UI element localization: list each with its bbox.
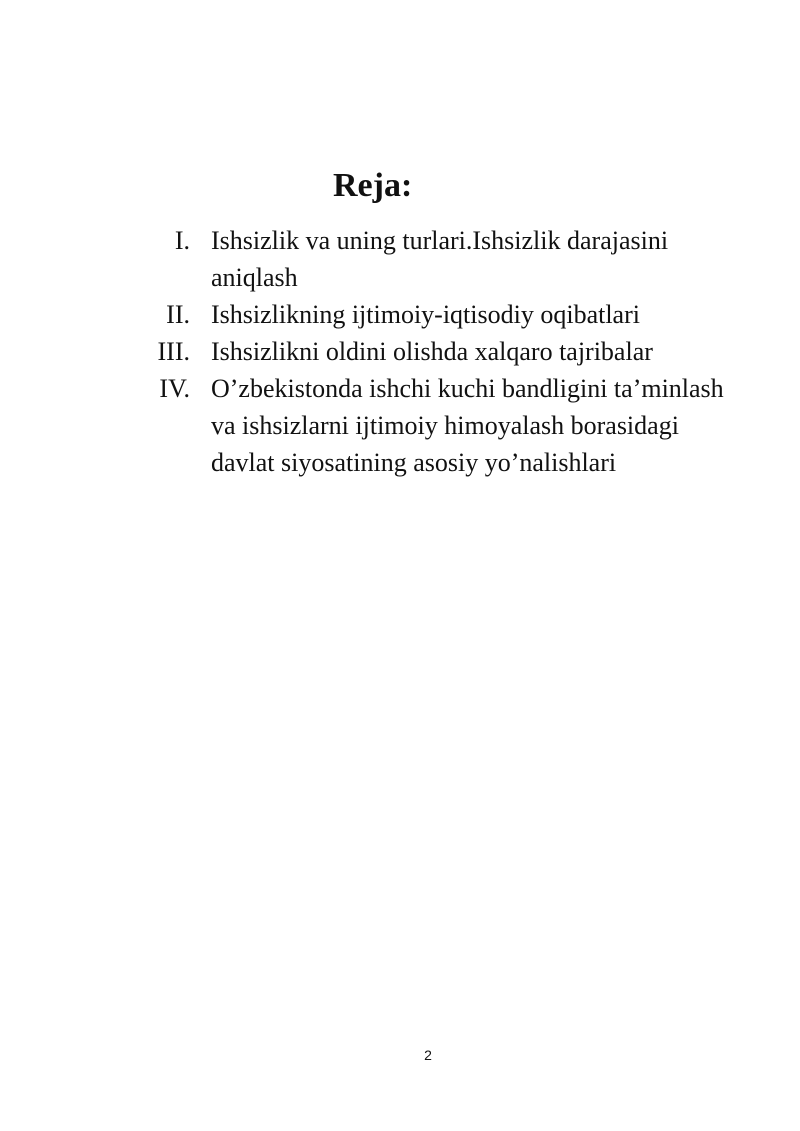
plan-item-text: Ishsizlikni oldini olishda xalqaro tajribalar — [211, 337, 653, 366]
page-title: Reja: — [333, 167, 413, 204]
plan-item — [130, 222, 770, 296]
plan-item-text: Ishsizlikning ijtimoiy-iqtisodiy oqibatlari — [211, 300, 640, 329]
plan-item-numeral: III. — [157, 337, 190, 366]
plan-item-text: Ishsizlik va uning turlari.Ishsizlik darajasini aniqlash — [211, 226, 669, 292]
plan-item — [130, 296, 770, 333]
plan-item — [130, 333, 770, 370]
page-number: 2 — [424, 1047, 432, 1063]
plan-list — [130, 222, 770, 481]
plan-item-numeral: IV. — [159, 374, 190, 403]
plan-item-text: O’zbekistonda ishchi kuchi bandligini ta’minlash va ishsizlarni ijtimoiy himoyalash borasidagi davlat siyosatining asosiy yo’nalishlari — [211, 374, 724, 477]
plan-item — [130, 370, 770, 481]
plan-item-numeral: II. — [166, 300, 190, 329]
plan-item-numeral: I. — [174, 226, 190, 255]
